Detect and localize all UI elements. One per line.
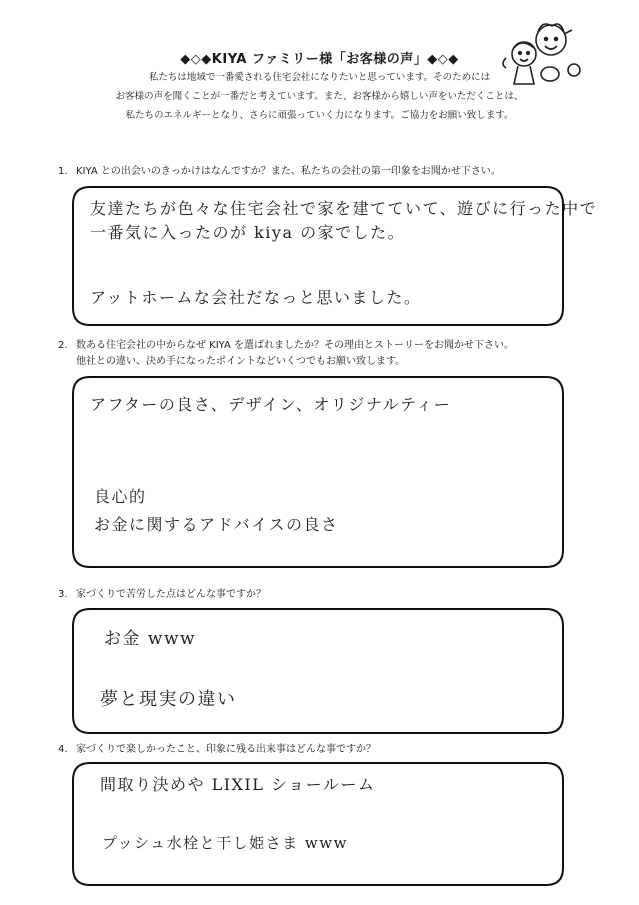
question-2: [58, 338, 514, 370]
answer-line: アフターの良さ、デザイン、オリジナルティー: [90, 395, 452, 414]
question-3: [58, 587, 266, 603]
question-text: 家づくりで楽しかったこと、印象に残る出来事はどんな事ですか？: [76, 744, 376, 755]
answer-line: お金 www: [104, 629, 197, 649]
question-number: 1.: [58, 166, 68, 177]
intro-line: お客様の声を聞くことが一番だと考えています。また、お客様から嬉しい声をいただくことは、: [115, 91, 524, 102]
answer-line: アットホームな会社だなっと思いました。: [90, 288, 422, 307]
question-text: 家づくりで苦労した点はどんな事ですか？: [76, 589, 266, 600]
question-text: KIYA との出会いのきっかけはなんですか？また、私たちの会社の第一印象をお聞かせ下さい。: [76, 166, 501, 177]
answer-line: 一番気に入ったのが kiya の家でした。: [90, 223, 406, 242]
question-number: 4.: [58, 744, 68, 755]
question-number: 2.: [58, 340, 68, 351]
question-number: 3.: [58, 589, 68, 600]
answer-line: 夢と現実の違い: [100, 689, 237, 710]
answer-line: お金に関するアドバイスの良さ: [94, 515, 339, 534]
question-text: 数ある住宅会社の中からなぜ KIYA を選ばれましたか？その理由とストーリーをお聞かせ下さい。: [76, 340, 515, 351]
answer-line: 友達たちが色々な住宅会社で家を建てていて、遊びに行った中で: [90, 199, 598, 218]
answer-line: プッシュ水栓と干し姫さま www: [102, 834, 348, 852]
answer-line: 間取り決めや LIXIL ショールーム: [100, 775, 376, 794]
family-illustration-icon: [496, 18, 586, 94]
intro-line: 私たちは地域で一番愛される住宅会社になりたいと思っています。そのためには: [148, 72, 491, 83]
question-1: [58, 164, 501, 180]
question-text: 他社との違い、決め手になったポイントなどいくつでもお願い致します。: [76, 356, 406, 367]
page-title: ◆◇◆KIYA ファミリー様「お客様の声」◆◇◆: [180, 52, 459, 67]
answer-line: 良心的: [94, 487, 147, 506]
question-4: [58, 742, 376, 758]
intro-line: 私たちのエネルギーとなり、さらに頑張っていく力になります。ご協力をお願い致します。: [125, 110, 514, 121]
